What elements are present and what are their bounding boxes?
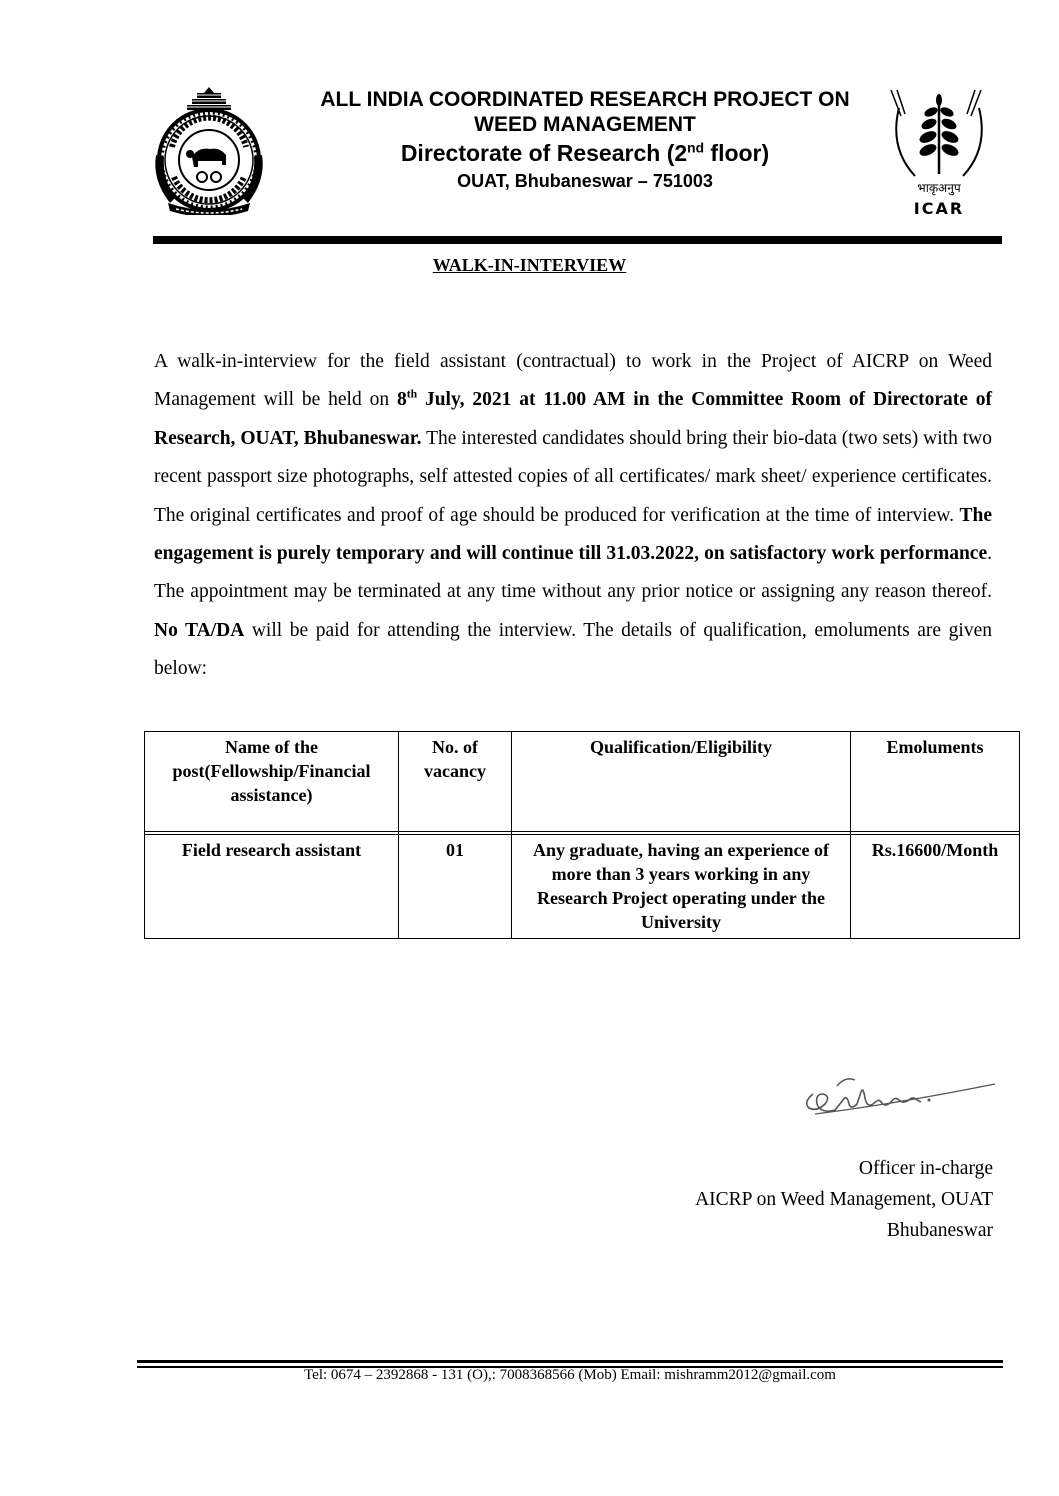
header-project-name: ALL INDIA COORDINATED RESEARCH PROJECT ON [320,88,850,111]
cell-emoluments: Rs.16600/Month [851,835,1020,939]
header-divider [153,236,1002,244]
signature-block [695,1153,993,1246]
ouat-seal-logo [150,85,268,215]
icar-hindi-text: भाकृअनुप [917,181,961,195]
document-title: WALK-IN-INTERVIEW [432,255,627,275]
handwritten-signature [795,1064,1000,1122]
table-header-qualification: Qualification/Eligibility [512,732,851,832]
signatory-location: Bhubaneswar [886,1220,993,1241]
header-directorate: Directorate of Research (2nd floor) [400,140,770,166]
vacancy-table [144,731,1020,939]
table-header-row [145,732,1020,832]
footer-contact: Tel: 0674 – 2392868 - 131 (O),: 7008368566 (Mob) Email: mishramm2012@gmail.com [304,1367,836,1383]
signatory-designation: Officer in-charge [858,1158,993,1179]
cell-vacancy: 01 [399,835,512,939]
footer-divider-thick [137,1360,1003,1363]
cell-post: Field research assistant [145,835,399,939]
table-header-vacancy: No. of vacancy [399,732,512,832]
icar-logo-text: ICAR [913,199,965,218]
header-address: OUAT, Bhubaneswar – 751003 [457,171,713,191]
table-header-post: Name of the post(Fellowship/Financial assistance) [145,732,399,832]
table-row [145,835,1020,939]
signatory-organization: AICRP on Weed Management, OUAT [695,1189,993,1210]
icar-logo [885,88,993,220]
cell-qualification: Any graduate, having an experience of more than 3 years working in any Research Project operating under the University [512,835,851,939]
header-project-subject: WEED MANAGEMENT [474,113,696,136]
body-paragraph: A walk-in-interview for the field assistant (contractual) to work in the Project of AICRP on Weed Management will be held on 8th July, 2021 at 11.00 AM in the Committee Room of Directorate of Research, OUAT, Bhubaneswar. The interested candidates should bring their bio-data (two sets) with two recent passport size photographs, self attested copies of all certificates/ mark sheet/ experience certificates. The original certificates and proof of age should be produced for verification at the time of interview. The engagement is purely temporary and will continue till 31.03.2022, on satisfactory work performance. The appointment may be terminated at any time without any prior notice or assigning any reason thereof. No TA/DA will be paid for attending the interview. The details of qualification, emoluments are given below: [154,351,993,680]
table-header-emoluments: Emoluments [851,732,1020,832]
